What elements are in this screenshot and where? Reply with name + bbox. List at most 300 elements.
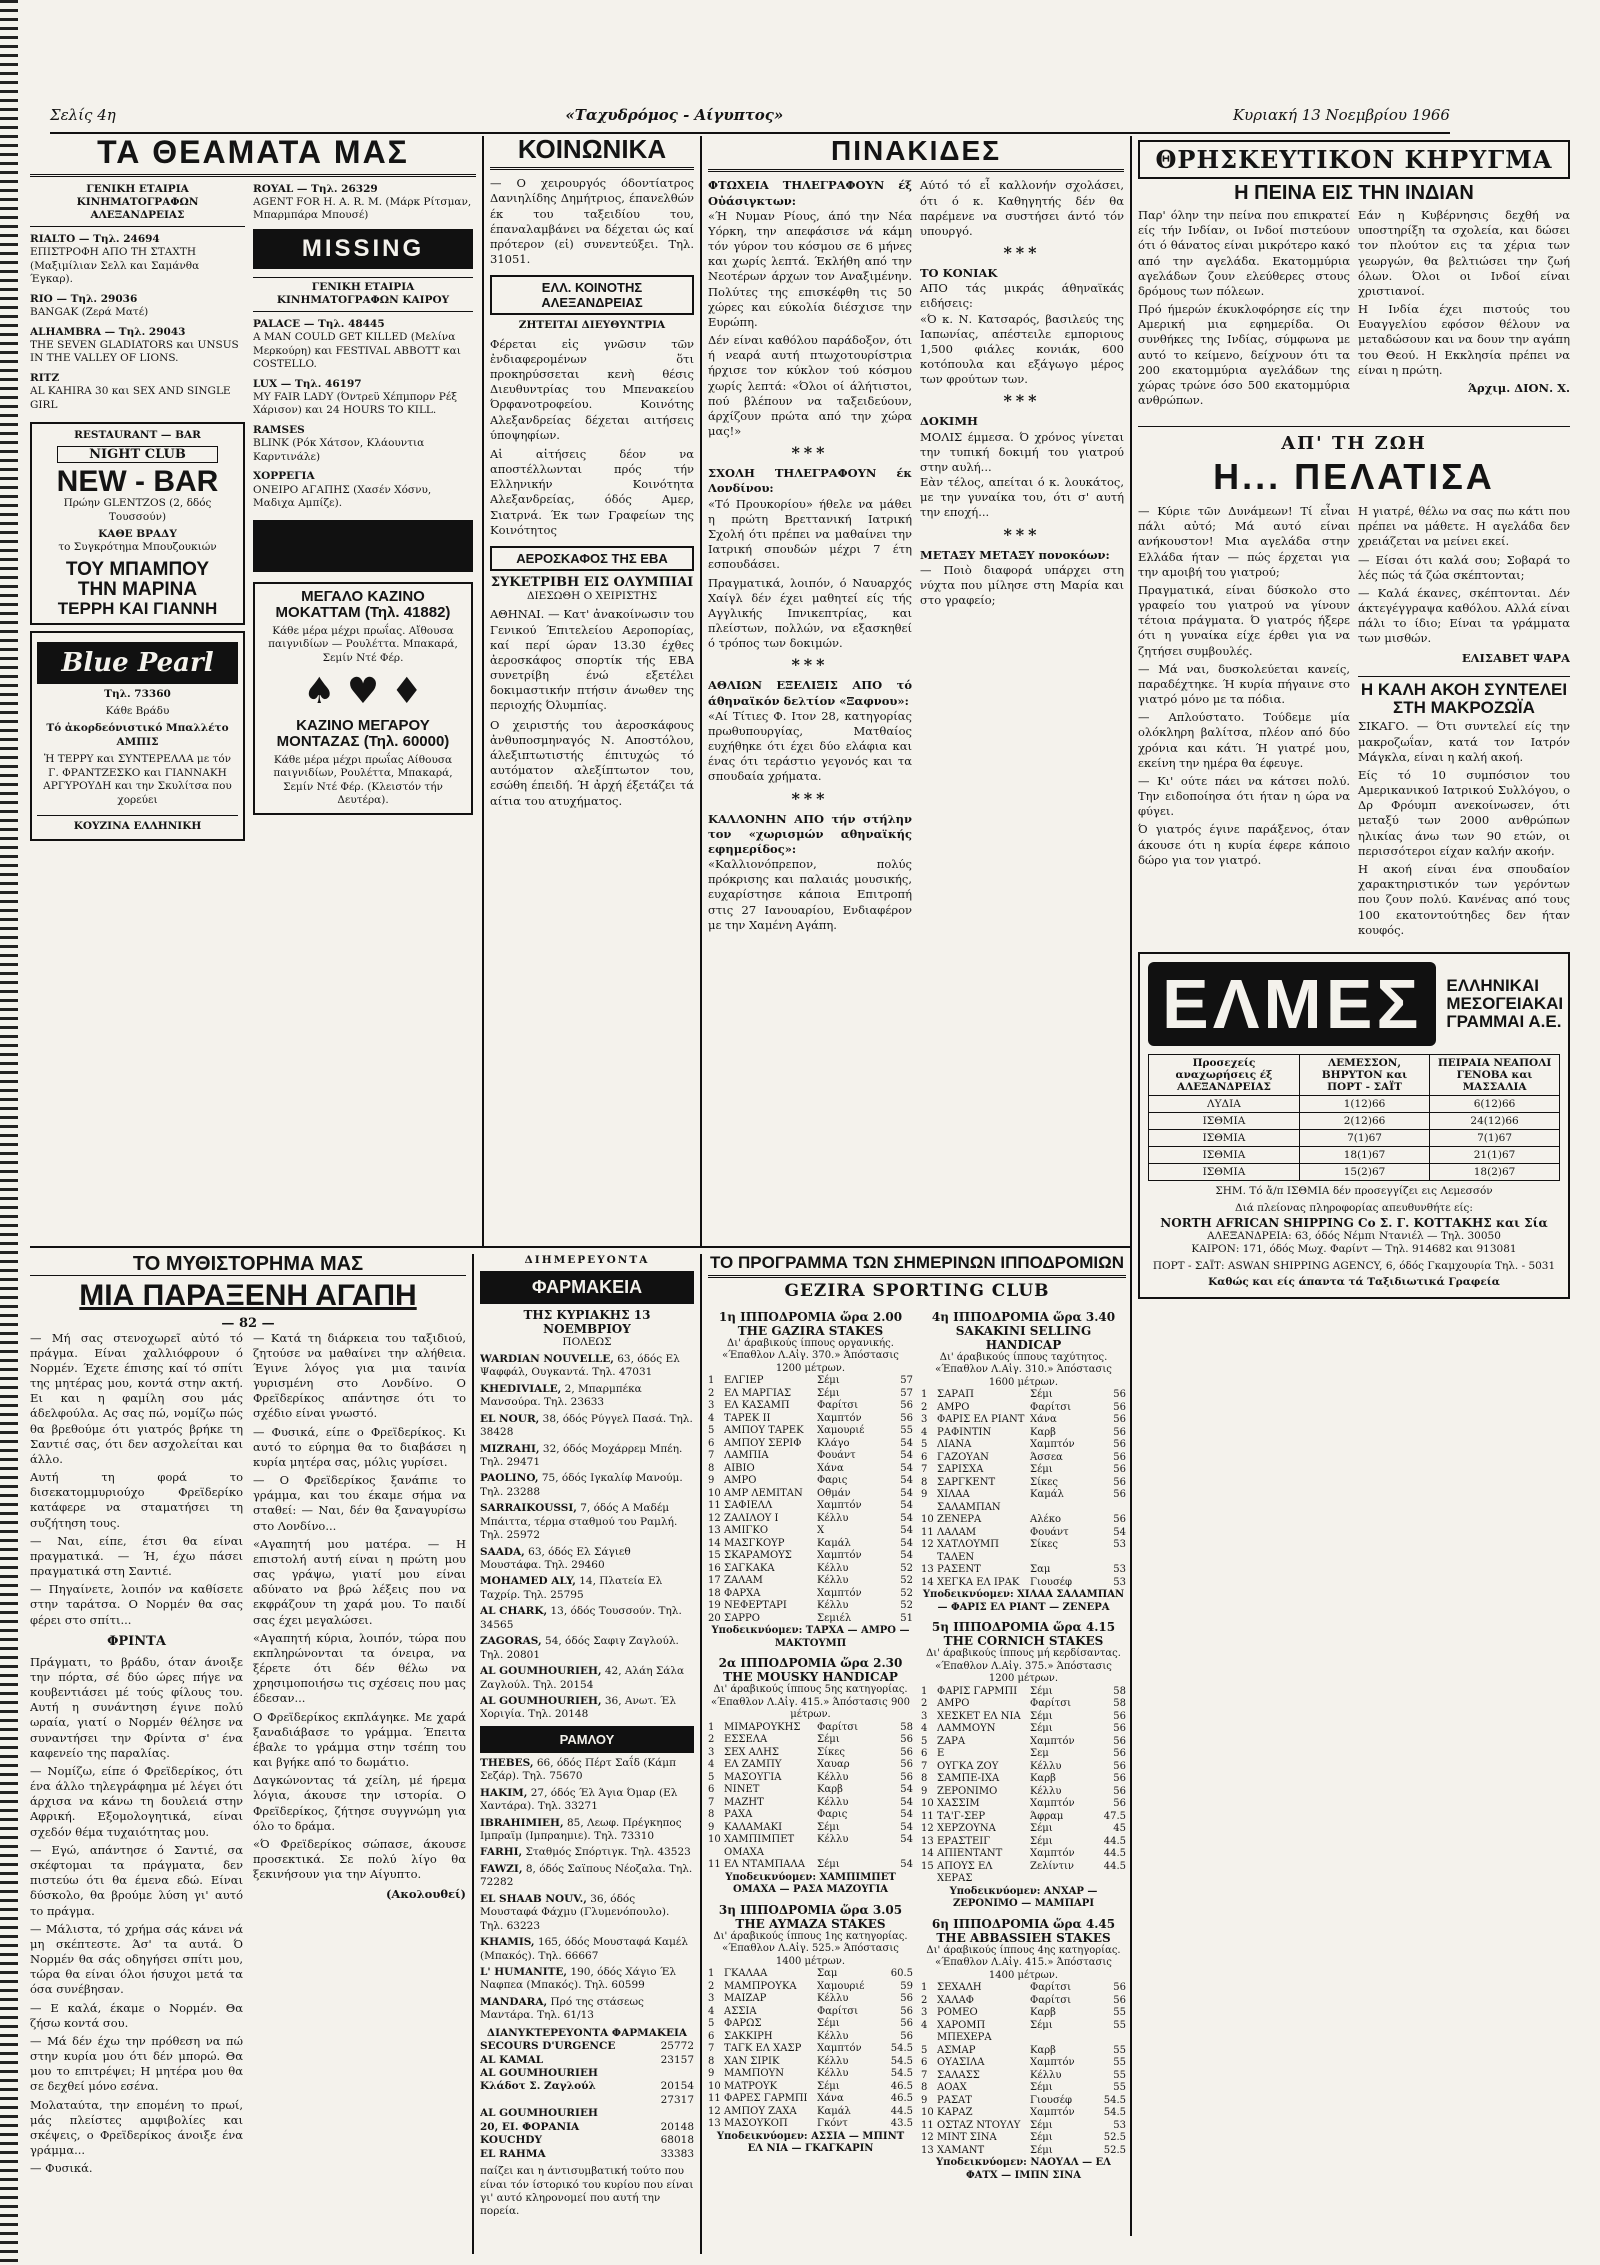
koniak-heading: ΤΟ ΚΟΝΙΑΚ [920, 266, 998, 281]
elmes-col-header: Προσεχείς αναχωρήσεις έξ ΑΛΕΞΑΝΔΡΕΙΑΣ [1149, 1054, 1300, 1095]
horse-name: ΜΑΤΡΟΥΚ [724, 2080, 778, 2092]
horse-name: ΑΜΡΟ [937, 1698, 970, 1710]
fiction-p4: — Πηγαίνετε, λοιπόν να καθίσετε στην ταράτσα. Ο Νορμέν θα σας φέρει στο σπίτι... [30, 1582, 243, 1627]
ptoxeia-text: «Ή Νυμαν Ρίους, άπό την Νέα Υόρκη, την απεφάσισε νά κάμη τόν γύρον του κόσμου σε 6 μήνες και χωρίς λεπτά. Έκλήθη από την Νεοτέρων άρχων τον Αναξιμένην. Πολύτες της επισκέφθη τις 50 χώρες και εύκολία διέσχισε την Ευρώπη. [708, 208, 912, 329]
horse-row [708, 1747, 913, 1760]
horse-row [921, 2107, 1126, 2120]
fiction-title: ΜΙΑ ΠΑΡΑΞΕΝΗ ΑΓΑΠΗ [79, 1279, 417, 1312]
pharmacy-entry [480, 1996, 694, 2023]
religious-col1 [1138, 208, 1350, 408]
horse-row [921, 1736, 1126, 1749]
pharmacy-entry [480, 1635, 694, 1662]
pinakides-col2 [920, 178, 1124, 933]
elmes-cell: 21(1)67 [1430, 1146, 1560, 1163]
pharmacy-address: 36, Ανωτ. Έλ Χοριγία. Τηλ. 20148 [480, 1694, 677, 1721]
horse-name: ΓΑΖΟΥΑΝ [937, 1451, 989, 1463]
cinema-film: ΕΠΙΣΤΡΟΦΗ ΑΠΟ ΤΗ ΣΤΑΧΤΗ (Μαξιμίλιαν Σελλ και Σαμάνθα Έγκαρ). [30, 246, 200, 286]
jockey-name: Χ [817, 1525, 825, 1537]
metaxy-text: — Ποιὸ διαφορά υπάρχει στη νύχτα που μίλησε στη Μαρία και στο γραφείο; [920, 562, 1124, 608]
cairo-company: ΓΕΝΙΚΗ ΕΤΑΙΡΙΑ ΚΙΝΗΜΑΤΟΓΡΑΦΩΝ ΚΑΙΡΟΥ [253, 277, 473, 312]
race-block [708, 1903, 913, 2156]
horse-row [708, 1450, 913, 1463]
horse-name: ΜΑΣΓΚΟΥΡ [724, 1537, 785, 1549]
horse-row [921, 1477, 1126, 1490]
pharmacy-name: AL GOUMHOURIEH, [480, 1694, 602, 1707]
page-header [50, 106, 1450, 134]
jockey-name: Σέμι [817, 1375, 840, 1387]
pharmacy-name: PAOLINO, [480, 1472, 539, 1485]
horse-row [708, 1722, 913, 1735]
horse-name: ΛΙΑΝΑ [937, 1439, 972, 1451]
horse-weight: 56 [1113, 1773, 1126, 1785]
horse-row [708, 1413, 913, 1426]
horse-row [708, 1968, 913, 1981]
cinema-name: ΧΟΡΡΕΓΙΑ [253, 470, 315, 483]
akoi-p3: Η ακοή είναι ένα σπουδαίον χαρακτηριστικόν των γερόντων που ζουν πολύ. Κανένας από τους 100 εκατοντούτηδες δεν ήταν κουφός. [1358, 861, 1570, 937]
horse-weight: 54 [900, 1834, 913, 1846]
elmes-schedule-table [1148, 1054, 1560, 1181]
jockey-name: Κέλλυ [817, 1771, 849, 1783]
horse-number: 11 [921, 2119, 934, 2131]
cinema-entry [253, 318, 473, 372]
horse-row [708, 1400, 913, 1413]
night-pharmacy-entry [480, 2148, 694, 2161]
horse-weight: 58 [1113, 1685, 1126, 1697]
pharmacy-address: 63, όδός Ελ Σάγιεθ Μουστάφα. Τηλ. 29460 [480, 1545, 631, 1571]
life-sign: ΕΛΙΣΑΒΕΤ ΨΑΡΑ [1461, 650, 1570, 665]
pharmacy-entry [480, 1353, 694, 1380]
horse-number: 7 [921, 1760, 928, 1772]
pharmacy-name: SAADA, [480, 1545, 525, 1558]
night-club-label: NIGHT CLUB [57, 446, 218, 463]
horse-name: ΑΜΡ ΛΕΜΙΤΑΝ [724, 1487, 803, 1499]
horse-row [708, 2006, 913, 2019]
night-pharmacy-tel: 33383 [660, 2147, 694, 2160]
horse-row [921, 1439, 1126, 1452]
religious-p4: Η Ινδία έχει πιστούς του Ευαγγελίου εφόσον θέλουν να μεταδώσουν και να δουν την αγάπη του Θεού. Η Εκκλησία πρέπει να είναι η πρώτη. [1358, 302, 1570, 377]
fiction-continues: (Ακολουθεί) [385, 1886, 466, 1901]
horse-number: 3 [921, 1710, 928, 1722]
jockey-name: Κέλλυ [817, 1600, 849, 1612]
horse-weight: 54 [900, 1537, 913, 1549]
horse-row [708, 1993, 913, 2006]
horse-row [708, 1772, 913, 1785]
cinema-name: RAMSES [253, 423, 305, 436]
horse-weight: 55 [1113, 2069, 1126, 2081]
horse-number: 14 [921, 1848, 934, 1860]
fiction-p8: — Μάλιστα, τό χρήμα σάς κάνει νά μη σκέπτεστε. Άσ' τα αυτά. Ό Νορμέν θα σάς οδηγήσει σπίτι μου, τώρα θα είναι όλοι ήσυχοι μετά τα όσα συνέβησαν. [30, 1921, 243, 1997]
pharmacy-name: MIZRAHI, [480, 1442, 540, 1455]
horse-number: 1 [708, 1375, 715, 1387]
jockey-name: Σέμι [1030, 1710, 1053, 1722]
jockey-name: Χαμουριέ [817, 1425, 865, 1437]
elmes-cell: 7(1)67 [1430, 1129, 1560, 1146]
horse-row [921, 1686, 1126, 1699]
horse-number: 8 [921, 2082, 928, 2094]
horse-number: 11 [708, 2093, 721, 2105]
horse-number: 13 [708, 2118, 721, 2130]
cinema-film: A MAN COULD GET KILLED (Μελίνα Μερκούρη) και FESTIVAL ABBOTT και COSTELLO. [253, 331, 461, 371]
horse-weight: 55 [900, 1425, 913, 1437]
horse-weight: 53 [1113, 2119, 1126, 2131]
elmes-name: ΕΛΛΗΝΙΚΑΙ ΜΕΣΟΓΕΙΑΚΑΙ ΓΡΑΜΜΑΙ Α.Ε. [1446, 976, 1564, 1031]
horse-weight: 53 [1113, 1539, 1126, 1551]
jockey-name: Σέμι [1030, 1723, 1053, 1735]
pharmacy-entry [480, 1863, 694, 1890]
horse-name: ΧΕΡΖΟΥΝΑ [937, 1823, 996, 1835]
horse-row [708, 2093, 913, 2106]
elmes-cell: ΛΥΔΙΑ [1149, 1095, 1300, 1112]
jockey-name: Κέλλυ [1030, 1760, 1062, 1772]
pharmacy-address: 54, όδός Σαφιγ Ζαγλούλ. Τηλ. 20801 [480, 1635, 679, 1661]
montazas-title: ΚΑΖΙΝΟ ΜΕΓΑΡΟΥ ΜΟΝΤΑΖΑΣ (Τηλ. 60000) [276, 717, 450, 751]
issue-date: Κυριακή 13 Νοεμβρίου 1966 [1232, 106, 1450, 124]
horse-number: 12 [921, 1823, 934, 1835]
pharmacy-address: 190, όδός Χάγιο Έλ Ναφπεα (Μπακός). Τηλ. 60599 [480, 1965, 677, 1992]
horse-row [708, 1475, 913, 1488]
pharmacy-list-ramlou [480, 1757, 694, 2023]
pharmacy-date: ΤΗΣ ΚΥΡΙΑΚΗΣ 13 ΝΟΕΜΒΡΙΟΥ [523, 1308, 651, 1337]
horse-number: 8 [921, 1476, 928, 1488]
horse-row [708, 1463, 913, 1476]
kathe-brady: ΚΑΘΕ ΒΡΑΔΥ [98, 527, 177, 540]
jockey-name: Άσσεα [1030, 1451, 1063, 1463]
horse-name: ΣΕΧΑΛΗ [937, 1982, 982, 1994]
horse-weight: 56 [1113, 1451, 1126, 1463]
life-p1: — Κύριε τῶν Δυνάμεων! Τί εἶναι πάλι αὐτό; Μά αυτό είναι ανήκουστον! Μια αγελάδα στην Ελλάδα ήταν — πώς έρχεται για την αμοιβή του γιατρού; [1138, 504, 1350, 579]
fiction-p15: — Ο Φρεϊδερίκος ξανάπιε το γράμμα, και του έκαμε σήμα να σταθεί: — Ναι, δέν θα ξαναγυρίσω στο Λονδίνο... [253, 1473, 466, 1533]
life-p8: — Είσαι ότι καλά σου; Σοβαρά το λές πώς τά ζώα σκέπτονται; [1358, 552, 1570, 582]
horse-number: 12 [708, 2105, 721, 2117]
cinema-name: ALHAMBRA — Τηλ. 29043 [30, 325, 186, 338]
horse-weight: 52.5 [1103, 2144, 1126, 2156]
jockey-name: Σαμ [1030, 1564, 1051, 1576]
horse-weight: 44.5 [890, 2105, 913, 2117]
horse-name: ΜΙΜΑΡΟΥΚΗΣ [724, 1721, 801, 1733]
night-pharmacy-name: EL RAHMA [480, 2147, 546, 2160]
elmes-cell: 1(12)66 [1299, 1095, 1429, 1112]
horse-name: ΡΑΧΑ [724, 1809, 753, 1821]
horse-number: 10 [921, 2107, 934, 2119]
jockey-name: Χαμπτόν [1030, 2107, 1075, 2119]
horse-name: ΡΑΣΕΝΤ [937, 1564, 981, 1576]
dokimi-heading: ΔΟΚΙΜΗ [920, 414, 978, 429]
horse-name: ΣΑΦΙΕΛΛ [724, 1500, 773, 1512]
elmes-note: ΣΗΜ. Τό ἄ/π ΙΣΘΜΙΑ δέν προσεγγίζει εις Λεμεσσόν [1215, 1184, 1493, 1197]
pinakides-col1 [708, 178, 912, 933]
jockey-name: Φαρίτσι [1030, 1698, 1072, 1710]
pharmacy-name: SARRAIKOUSSI, [480, 1502, 577, 1515]
horse-number: 20 [708, 1612, 721, 1624]
cinema-film: THE SEVEN GLADIATORS και UNSUS IN THE VALLEY OF LIONS. [30, 338, 239, 365]
elmes-addr2: ΚΑΙΡΟΝ: 171, όδός Μωχ. Φαρίντ — Τηλ. 914682 και 913081 [1191, 1243, 1517, 1256]
horse-weight: 55 [1113, 2007, 1126, 2019]
cairo-cinemas [253, 318, 473, 511]
pharmacy-address: 165, όδός Μουσταφά Καμέλ (Μπακός). Τηλ. 66667 [480, 1936, 688, 1962]
separator: *** [791, 443, 829, 463]
horse-name: ΑΜΡΟ [937, 1401, 970, 1413]
alex-cinemas [30, 233, 245, 412]
horse-number: 5 [708, 2018, 715, 2030]
horse-number: 13 [708, 1525, 721, 1537]
horse-name: ΖΕΡΟΝΙΜΟ [937, 1785, 998, 1797]
jockey-name: Σέμι [1030, 2019, 1053, 2031]
pharmacy-entry [480, 1605, 694, 1632]
jockey-name: Γιουσέφ [1030, 1576, 1072, 1588]
horse-name: ΑΜΙΓΚΟ [724, 1525, 769, 1537]
horse-name: ΛΑΜΜΟΥΝ [937, 1723, 996, 1735]
horse-weight: 56 [900, 1746, 913, 1758]
jockey-name: Χαμπτόν [1030, 2057, 1075, 2069]
jockey-name: Χαμπτόν [817, 1550, 862, 1562]
elmes-cell: 6(12)66 [1430, 1095, 1560, 1112]
jockey-name: Φαρίτσι [817, 1721, 859, 1733]
hippodrome-section [708, 1254, 1126, 2254]
pharmacy-entry [480, 1787, 694, 1814]
jockey-name: Καμάλ [817, 1537, 851, 1549]
horse-row [921, 1748, 1126, 1761]
scholi-text: «Τό Προυκορίου» ήθελε να μάθει η πρώτη Βρεττανική Ιατρική Σχολή ότι πρέπει να μαθαίνει την Ιατρική σπουδών μέχρι 7 έτη εσπουδάσει. [708, 496, 912, 572]
horse-row [921, 1811, 1126, 1824]
paper-name: «Ταχυδρόμος - Αίγυπτος» [565, 106, 784, 124]
pharmacy-name: MANDARA, [480, 1995, 548, 2008]
horse-name: ΧΕΓΚΑ ΕΛ ΙΡΑΚ [937, 1576, 1020, 1588]
jockey-name: Κέλλυ [817, 1834, 849, 1846]
horse-weight: 56 [1113, 1401, 1126, 1413]
horse-row [921, 2082, 1126, 2095]
sygkrousi-heading: ΣΥΚΕΤΡΙΒΗ ΕΙΣ ΟΛΥΜΠΙΑΙ [490, 575, 694, 590]
theamata-right [253, 183, 473, 847]
horse-number: 9 [921, 1489, 928, 1501]
koinonika-section [490, 136, 694, 1244]
horse-name: ΟΥΓΚΑ ΖΟΥ [937, 1760, 999, 1772]
pharmacy-address: 14, Πλατεία Ελ Ταχρίρ. Τηλ. 25795 [480, 1575, 663, 1601]
pharmacy-dimerevonta: ΔΙΗΜΕΡΕΥΟΝΤΑ [524, 1254, 650, 1266]
religious-sign: Άρχιμ. ΔΙΟΝ. Χ. [1468, 380, 1570, 395]
horse-number: 6 [921, 2057, 928, 2069]
pharmacy-entry [480, 1936, 694, 1963]
horse-row [921, 1577, 1126, 1590]
fiction-section [30, 1254, 466, 2254]
pharmacy-night-list [480, 2040, 694, 2161]
horse-number: 4 [921, 1426, 928, 1438]
horse-name: ΣΑΛΑΣΣ [937, 2069, 980, 2081]
horse-number: 5 [921, 2044, 928, 2056]
horse-weight: 57 [900, 1387, 913, 1399]
athlion-text: «Αί Τίτιες Φ. Ιτον 28, κατηγορίας πρωθυπουργίας, Ματθαίος ευχήθηκε ότι έχει δύο ελάφια και ένας ότι τεράστιο γεγονός και τα σπουδαία χρήματα. [708, 708, 912, 784]
night-pharmacy-tel: 20154 [660, 2080, 694, 2093]
royal-cinema: ROYAL — Τηλ. 26329 [253, 182, 378, 195]
horse-name: ΖΑΛΙΛΟΥ Ι [724, 1512, 779, 1524]
horse-row [921, 2145, 1126, 2158]
horse-number: 8 [708, 2055, 715, 2067]
night-pharmacy-entry [480, 2121, 694, 2134]
page-binding-edge [0, 0, 18, 2265]
horse-name: ΜΙΝΤ ΣΙΝΑ [937, 2132, 997, 2144]
race-conditions: Δι' άραβικούς ίππους 1ης κατηγορίας. «Έπαθλον Λ.Αἰγ. 525.» Άπόστασις 1400 μέτρων. [713, 1930, 908, 1967]
jockey-name: Φαρίτσι [1030, 1401, 1072, 1413]
horse-number: 2 [708, 1980, 715, 1992]
pharmacy-name: IBRAHIMIEH, [480, 1816, 564, 1829]
race-name: THE MOUSKY HANDICAP [723, 1670, 898, 1685]
horse-row [921, 1848, 1126, 1861]
pharmacy-entry [480, 1413, 694, 1440]
horse-number: 10 [708, 2080, 721, 2092]
horse-number: 6 [708, 1437, 715, 1449]
fiction-label: ΤΟ ΜΥΘΙΣΤΟΡΗΜΑ ΜΑΣ [30, 1254, 466, 1276]
fiction-p7: — Εγώ, απάντησε ό Σαντιέ, σα σκέφτομαι τα πράγματα, δεν πιστεύω ότι θα έμενα εδώ. Είναι δύσκολο, θα βρούμε λύση γι' αυτό το πράγμα. [30, 1842, 243, 1918]
horse-weight: 55 [1113, 2082, 1126, 2094]
horse-number: 1 [921, 1685, 928, 1697]
jockey-name: Χαμπτόν [817, 1500, 862, 1512]
jockey-name: Φαρίτσι [1030, 1982, 1072, 1994]
horse-name: ΛΑΜΠΙΑ [724, 1450, 769, 1462]
race-favourites: Υποδεικνύομεν: ΑΣΣΙΑ — ΜΠΙΝΤ ΕΛ ΝΙΑ — ΓΚΑΓΚΑΡΙΝ [716, 2130, 905, 2155]
horse-number: 5 [921, 1735, 928, 1747]
horse-row [708, 1613, 913, 1626]
elmes-cell: ΙΣΘΜΙΑ [1149, 1129, 1300, 1146]
horse-name: ΕΛ ΝΤΑΜΠΑΛΑ [724, 1859, 805, 1871]
horse-name: ΑΣΜΑΡ [937, 2044, 976, 2056]
horse-name: ΑΙΒΙΟ [724, 1462, 755, 1474]
horse-row [921, 1982, 1126, 1995]
horse-number: 2 [708, 1734, 715, 1746]
horse-weight: 54.5 [890, 2068, 913, 2080]
race-favourites: Υποδεικνύομεν: ΤΑΡΧΑ — ΑΜΡΟ — ΜΑΚΤΟΥΜΠ [711, 1625, 910, 1649]
elmes-addr1: ΑΛΕΞΑΝΔΡΕΙΑ: 63, όδός Νέμπι Ντανιέλ — Τηλ. 30050 [1207, 1229, 1501, 1242]
horse-number: 3 [921, 2007, 928, 2019]
scholi-heading: ΣΧΟΛΗ ΤΗΛΕΓΡΑΦΟΥΝ έκ Λονδίνου: [708, 466, 912, 496]
religious-p2: Πρό ήμερών έκυκλοφόρησε είς την Αμερική μια εφημερίδα. Οι συνθήκες της Ινδίας, σύμφωνα με αυτό το κείμενο, δείχνουν ότι τα 200 εκατομμύρια αγελάδων της χώρας τρώνε όσο 500 εκατομμύρια ανθρώπων. [1138, 302, 1350, 408]
horse-name: ΧΑΜΠΙΜΠΕΤ ΟΜΑΧΑ [724, 1834, 795, 1858]
horse-name: ΚΑΛΑΜΑΚΙ [724, 1821, 783, 1833]
horse-row [921, 1761, 1126, 1774]
pharmacy-entry [480, 1443, 694, 1470]
horse-row [921, 1514, 1126, 1527]
pharmacy-entry [480, 1546, 694, 1573]
horse-row [708, 1822, 913, 1835]
horse-row [708, 1859, 913, 1872]
horse-row [921, 1564, 1126, 1577]
horse-name: ΖΑΛΑΜ [724, 1575, 763, 1587]
race-name: THE AYMAZA STAKES [735, 1916, 886, 1931]
horse-name: ΦΑΡΙΣ ΕΛ ΡΙΑΝΤ [937, 1414, 1025, 1426]
fiction-p19: Δαγκώνοντας τά χείλη, μέ ήρεμα λόγια, άκουσε την ιστορία. Ο Φρεϊδερίκος, ζήτησε συγγνώμη για όλο το δράμα. [253, 1773, 466, 1833]
horse-number: 1 [708, 1968, 715, 1980]
theamata-title: ΤΑ ΘΕΑΜΑΤΑ ΜΑΣ [30, 136, 476, 177]
pharmacy-night-title: ΔΙΑΝΥΚΤΕΡΕΥΟΝΤΑ ΦΑΡΜΑΚΕΙΑ [486, 2026, 688, 2039]
pharmacy-name: EL SHAAB NOUV., [480, 1892, 587, 1905]
jockey-name: Σίκες [1030, 1476, 1059, 1488]
jockey-name: Χαμπτόν [1030, 1848, 1075, 1860]
jockey-name: Σίκες [817, 1746, 846, 1758]
jockey-name: Καρβ [1030, 1426, 1056, 1438]
pharmacy-address: 8, όδός Σαϊπους Νέοζαλα. Τηλ. 72282 [480, 1862, 693, 1889]
horse-weight: 56 [1113, 1735, 1126, 1747]
jockey-name: Χαμπτόν [817, 2043, 862, 2055]
race-name: SAKAKINI SELLING HANDICAP [955, 1323, 1092, 1352]
race-heading: 1η ΙΠΠΟΔΡΟΜΙΑ ὥρα 2.00 [718, 1309, 903, 1324]
pharmacy-address: 36, όδός Μουσταφά Φάχμυ (Γλυμενόπουλο). Τηλ. 63223 [480, 1892, 670, 1932]
horse-weight: 44.5 [1103, 1835, 1126, 1847]
pharmacy-address: 63, όδός Ελ Ψαφφάλ, Ουγκαντά. Τηλ. 47031 [480, 1352, 680, 1379]
horse-name: ΦΑΡΩΣ [724, 2018, 762, 2030]
horse-name: ΓΚΑΛΑΑ [724, 1968, 768, 1980]
jockey-name: Κέλλυ [1030, 1785, 1062, 1797]
horse-weight: 54 [900, 1462, 913, 1474]
horse-row [708, 1563, 913, 1576]
fiction-p20: «Ό Φρεϊδερίκος σώπασε, άκουσε προσεκτικά. Σε πολύ λίγο θα ξεκινήσουν για την Αίγυπτο. [253, 1837, 466, 1882]
horse-weight: 54.5 [1103, 2094, 1126, 2106]
horse-weight: 46.5 [890, 2080, 913, 2092]
life-p6: Ό γιατρός έγινε παράξενος, όταν άκουσε ότι η κυρία έφερε κάποιο δώρο για τον γιατρό. [1138, 822, 1350, 867]
horse-name: ΧΑΤΛΟΥΜΠ ΤΑΛΕΝ [937, 1539, 999, 1563]
cinema-name: RITZ [30, 371, 60, 384]
horse-name: ΧΑΣΣΙΜ [937, 1798, 980, 1810]
horse-weight: 55 [1113, 2044, 1126, 2056]
elmes-col-header: ΛΕΜΕΣΣΟΝ, ΒΗΡΥΤΟΝ και ΠΟΡΤ - ΣΑΪΤ [1299, 1054, 1429, 1095]
horse-row [921, 1539, 1126, 1564]
horse-name: ΑΜΠΟΥ ΣΕΡΙΦ [724, 1437, 802, 1449]
pharmacy-ramlou: ΡΑΜΛΟΥ [480, 1726, 694, 1753]
horse-number: 4 [921, 2019, 928, 2031]
race-favourites: Υποδεικνύομεν: ΧΙΛΑΑ ΣΑΛΑΜΠΑΝ — ΦΑΡΙΣ ΕΛ ΡΙΑΝΤ — ΖΕΝΕΡΑ [922, 1589, 1125, 1613]
horse-name: ΜΑΙΖΑΡ [724, 1993, 767, 2005]
horse-number: 14 [921, 1576, 934, 1588]
race-conditions: Δι' άραβικούς ίππους 4ης κατηγορίας. «Έπαθλον Λ.Αἰγ. 415.» Άπόστασις 1400 μέτρων. [926, 1944, 1121, 1981]
jockey-name: Χαμπτόν [1030, 1735, 1075, 1747]
horse-number: 3 [921, 1414, 928, 1426]
night-pharmacy-entry [480, 2040, 694, 2053]
jockey-name: Σέμι [1030, 1389, 1053, 1401]
horse-row [921, 1723, 1126, 1736]
cinema-entry [30, 233, 245, 287]
horse-weight: 56 [900, 1759, 913, 1771]
horse-name: ΤΑ'Γ-ΣΕΡ [937, 1810, 986, 1822]
tou-mpampou: ΤΟΥ ΜΠΑΜΠΟΥ [65, 558, 210, 580]
horse-weight: 59 [900, 1980, 913, 1992]
horse-number: 19 [708, 1600, 721, 1612]
horse-name: ΟΥΑΣΙΛΑ [937, 2057, 985, 2069]
cinema-film: BLINK (Ρόκ Χάτσον, Κλάουντια Καρντινάλε) [253, 437, 425, 463]
horse-name: ΛΑΛΑΜ [937, 1526, 977, 1538]
fiction-p5: Πράγματι, το βράδυ, όταν άνοιξε την πόρτα, σέ δύο ώρες πήγε να κουβεντιάσει μέ τούς φίλους του. Αυτή η συνάντηση έγινε πολύ ωραία, γιατί ο Νορμέν θέλησε να συναντήσει την Φρίντα σ' ένα καφενείο της παραλίας. [30, 1654, 243, 1760]
jockey-name: Κέλλυ [817, 1575, 849, 1587]
pharmacy-name: EL NOUR, [480, 1412, 540, 1425]
jockey-name: Κέλλυ [817, 1512, 849, 1524]
race-block [708, 1656, 913, 1897]
horse-row [708, 1600, 913, 1613]
horse-number: 1 [921, 1389, 928, 1401]
jockey-name: Χάνα [1030, 1414, 1057, 1426]
horse-number: 6 [921, 1451, 928, 1463]
race-conditions: Δι' άραβικούς ίππους μή κερδίσαντας. «Έπαθλον Λ.Αἰγ. 375.» Άπόστασις 1200 μέτρων. [926, 1648, 1121, 1685]
pharmacy-name: THEBES, [480, 1756, 534, 1769]
horse-name: ΦΑΡΧΑ [724, 1587, 761, 1599]
horse-number: 9 [708, 1475, 715, 1487]
horse-row [708, 1759, 913, 1772]
horse-row [921, 1464, 1126, 1477]
horse-row [708, 1797, 913, 1810]
fiction-p16: «Αγαπητή μου ματέρα. — Η επιστολή αυτή είναι η πρώτη μου σας γράψω, γιατί μου είναι αδύνατο να βρώ λέξεις που να εκφράζουν τη χαρά μου. Το παιδί σας έχει μεγαλώσει. [253, 1536, 466, 1627]
akoi-p2: Είς τό 10 συμπόσιον του Αμερικανικού Ιατρικού Συλλόγου, ο Δρ Φρόυμπ ανεκοίνωσεν, ότι μεταξύ των 2000 ανθρώπων ηλικίας άνω των 90 ετών, οι περισσότεροι είχαν καλήν ακοήν. [1358, 767, 1570, 858]
horse-row [708, 2056, 913, 2069]
jockey-name: Χάνα [817, 2093, 844, 2105]
night-pharmacy-name: AL KAMAL [480, 2053, 544, 2066]
horse-weight: 54 [900, 1821, 913, 1833]
jockey-name: Κέλλυ [817, 2068, 849, 2080]
horse-number: 9 [708, 2068, 715, 2080]
